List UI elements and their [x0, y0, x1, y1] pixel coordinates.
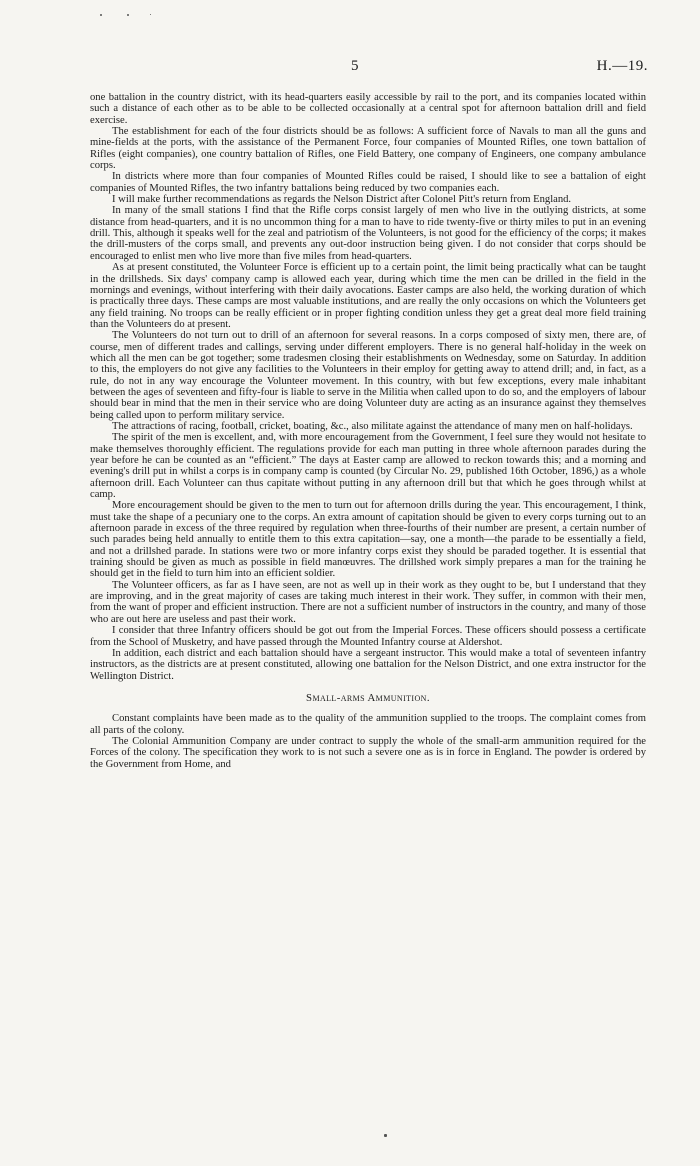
paragraph: In many of the small stations I find that the Rifle corps consist largely of men who live in the outlying districts, at some distance from head-quarters, and it is no uncommon thing for a man to have to ride twenty-five or thirty miles to put in an evening drill. This, although it speaks well for the zeal and patriotism of the Volunteers, is not good for the efficiency of the corps; it makes the drill-musters of the corps small, and prevents any out-door instruction being given. I do not consider that corps should be encouraged to enlist men who live more than five miles from head-quarters.	[90, 205, 646, 262]
page-header	[0, 58, 700, 80]
paragraph: The attractions of racing, football, cricket, boating, &c., also militate against the attendance of many men on half-holidays.	[112, 420, 633, 432]
paragraph: Constant complaints have been made as to the quality of the ammunition supplied to the troops. The complaint comes from all parts of the colony.	[90, 713, 646, 736]
paragraph: The establishment for each of the four districts should be as follows: A sufficient force of Navals to man all the guns and mine-fields at the ports, with the assistance of the Permanent Force, four companies of Mounted Rifles, one town battalion of Rifles (eight companies), one country battalion of Rifles, one Field Battery, one company of Engineers, one company ambulance corps.	[90, 126, 646, 172]
paragraph: I consider that three Infantry officers should be got out from the Imperial Forces. These officers should possess a certificate from the School of Musketry, and have passed through the Mounted Infantry course at Aldershot.	[90, 625, 646, 648]
body-text	[90, 92, 646, 770]
scan-speck	[100, 14, 102, 16]
scan-speck	[384, 1134, 387, 1137]
paragraph: one battalion in the country district, with its head-quarters easily accessible by rail to the port, and its companies located within such a distance of each other as to be able to be collected occasionally at a central spot for afternoon battalion drill and field exercise.	[90, 92, 646, 126]
paragraph: In districts where more than four companies of Mounted Rifles could be raised, I should like to see a battalion of eight companies of Mounted Rifles, the two infantry battalions being reduced by two companies each.	[90, 171, 646, 194]
paragraph: In addition, each district and each battalion should have a sergeant instructor. This would make a total of seventeen infantry instructors, as the districts are at present constituted, allowing one battalion for the Nelson District, and one extra instructor for the Wellington District.	[90, 647, 646, 682]
section-heading: Small-arms Ammunition.	[306, 691, 430, 704]
scan-speck	[150, 14, 151, 15]
paragraph: The Colonial Ammunition Company are under contract to supply the whole of the small-arm ammunition required for the Forces of the colony. The specification they work to is not such a severe one as is in force in England. The powder is ordered by the Government from Home, and	[90, 735, 646, 770]
paragraph: I will make further recommendations as regards the Nelson District after Colonel Pitt's return from England.	[112, 194, 572, 206]
paragraph: The Volunteer officers, as far as I have seen, are not as well up in their work as they ought to be, but I understand that they are improving, and in the great majority of cases are taking much interest in their work. They suffer, in common with their men, from the want of proper and efficient instruction. There are not a sufficient number of instructors in the country, and many of those who are out here are useless and past their work.	[90, 579, 646, 625]
paragraph: The spirit of the men is excellent, and, with more encouragement from the Government, I feel sure they would not hesitate to make themselves thoroughly efficient. The regulations provide for each man putting in three whole afternoon parades during the year before he can be counted as an “efficient.” The days at Easter camp are allowed to reckon towards this; and a morning and evening's drill put in whilst a corps is in company camp is counted (by Circular No. 29, published 16th October, 1896,) as a whole afternoon drill. Each Volunteer can thus capitate without putting in any afternoon drill but that which he goes through whilst at camp.	[90, 432, 646, 501]
document-reference: H.—19.	[596, 58, 648, 74]
paragraph: As at present constituted, the Volunteer Force is efficient up to a certain point, the limit being practically what can be taught in the drillsheds. Six days' company camp is allowed each year, during which time the men can be drilled in the field in the mornings and evenings, without interfering with their daily avocations. Easter camps are also held, the working duration of which is practically three days. These camps are most valuable institutions, and are really the only occasions on which the Volunteers get any field training. No troops can be really efficient or in proper fighting condition unless they get a great deal more field training than the Volunteers do at present.	[90, 262, 646, 330]
paragraph: The Volunteers do not turn out to drill of an afternoon for several reasons. In a corps composed of sixty men, there are, of course, men of different trades and callings, serving under different employers. There is no general half-holiday in the week on which all the men can be got together; some tradesmen closing their establishments on Wednesday, some on Saturday. In addition to this, the employers do not give any facilities to the Volunteers in their employ for getting away to attend drill; and, in fact, as a rule, do not in any way encourage the Volunteer movement. In this country, with but few exceptions, every male inhabitant between the ages of seventeen and fifty-four is liable to serve in the Militia when called upon to do so, and the employers of labour should bear in mind that the men in their service who are doing Volunteer duty are acting as an insurance against they themselves being called upon to perform military service.	[90, 330, 646, 421]
page-number: 5	[351, 58, 359, 74]
paragraph: More encouragement should be given to the men to turn out for afternoon drills during the year. This encouragement, I think, must take the shape of a pecuniary one to the corps. An extra amount of capitation should be given to every corps turning out to an afternoon parade in excess of the three required by regulation when three-fourths of their number are present, a certain number of such parades being held annually to entitle them to this extra capitation—say, one a month—the parade to be essentially a field, and not a drillshed parade. In stations were two or more infantry corps exist they should be paraded together. It is essential that training should be given as much as possible in field manœuvres. The drillshed work simply prepares a man for the training he should get in the field to turn him into an efficient soldier.	[90, 500, 646, 580]
scan-speck	[127, 14, 129, 16]
